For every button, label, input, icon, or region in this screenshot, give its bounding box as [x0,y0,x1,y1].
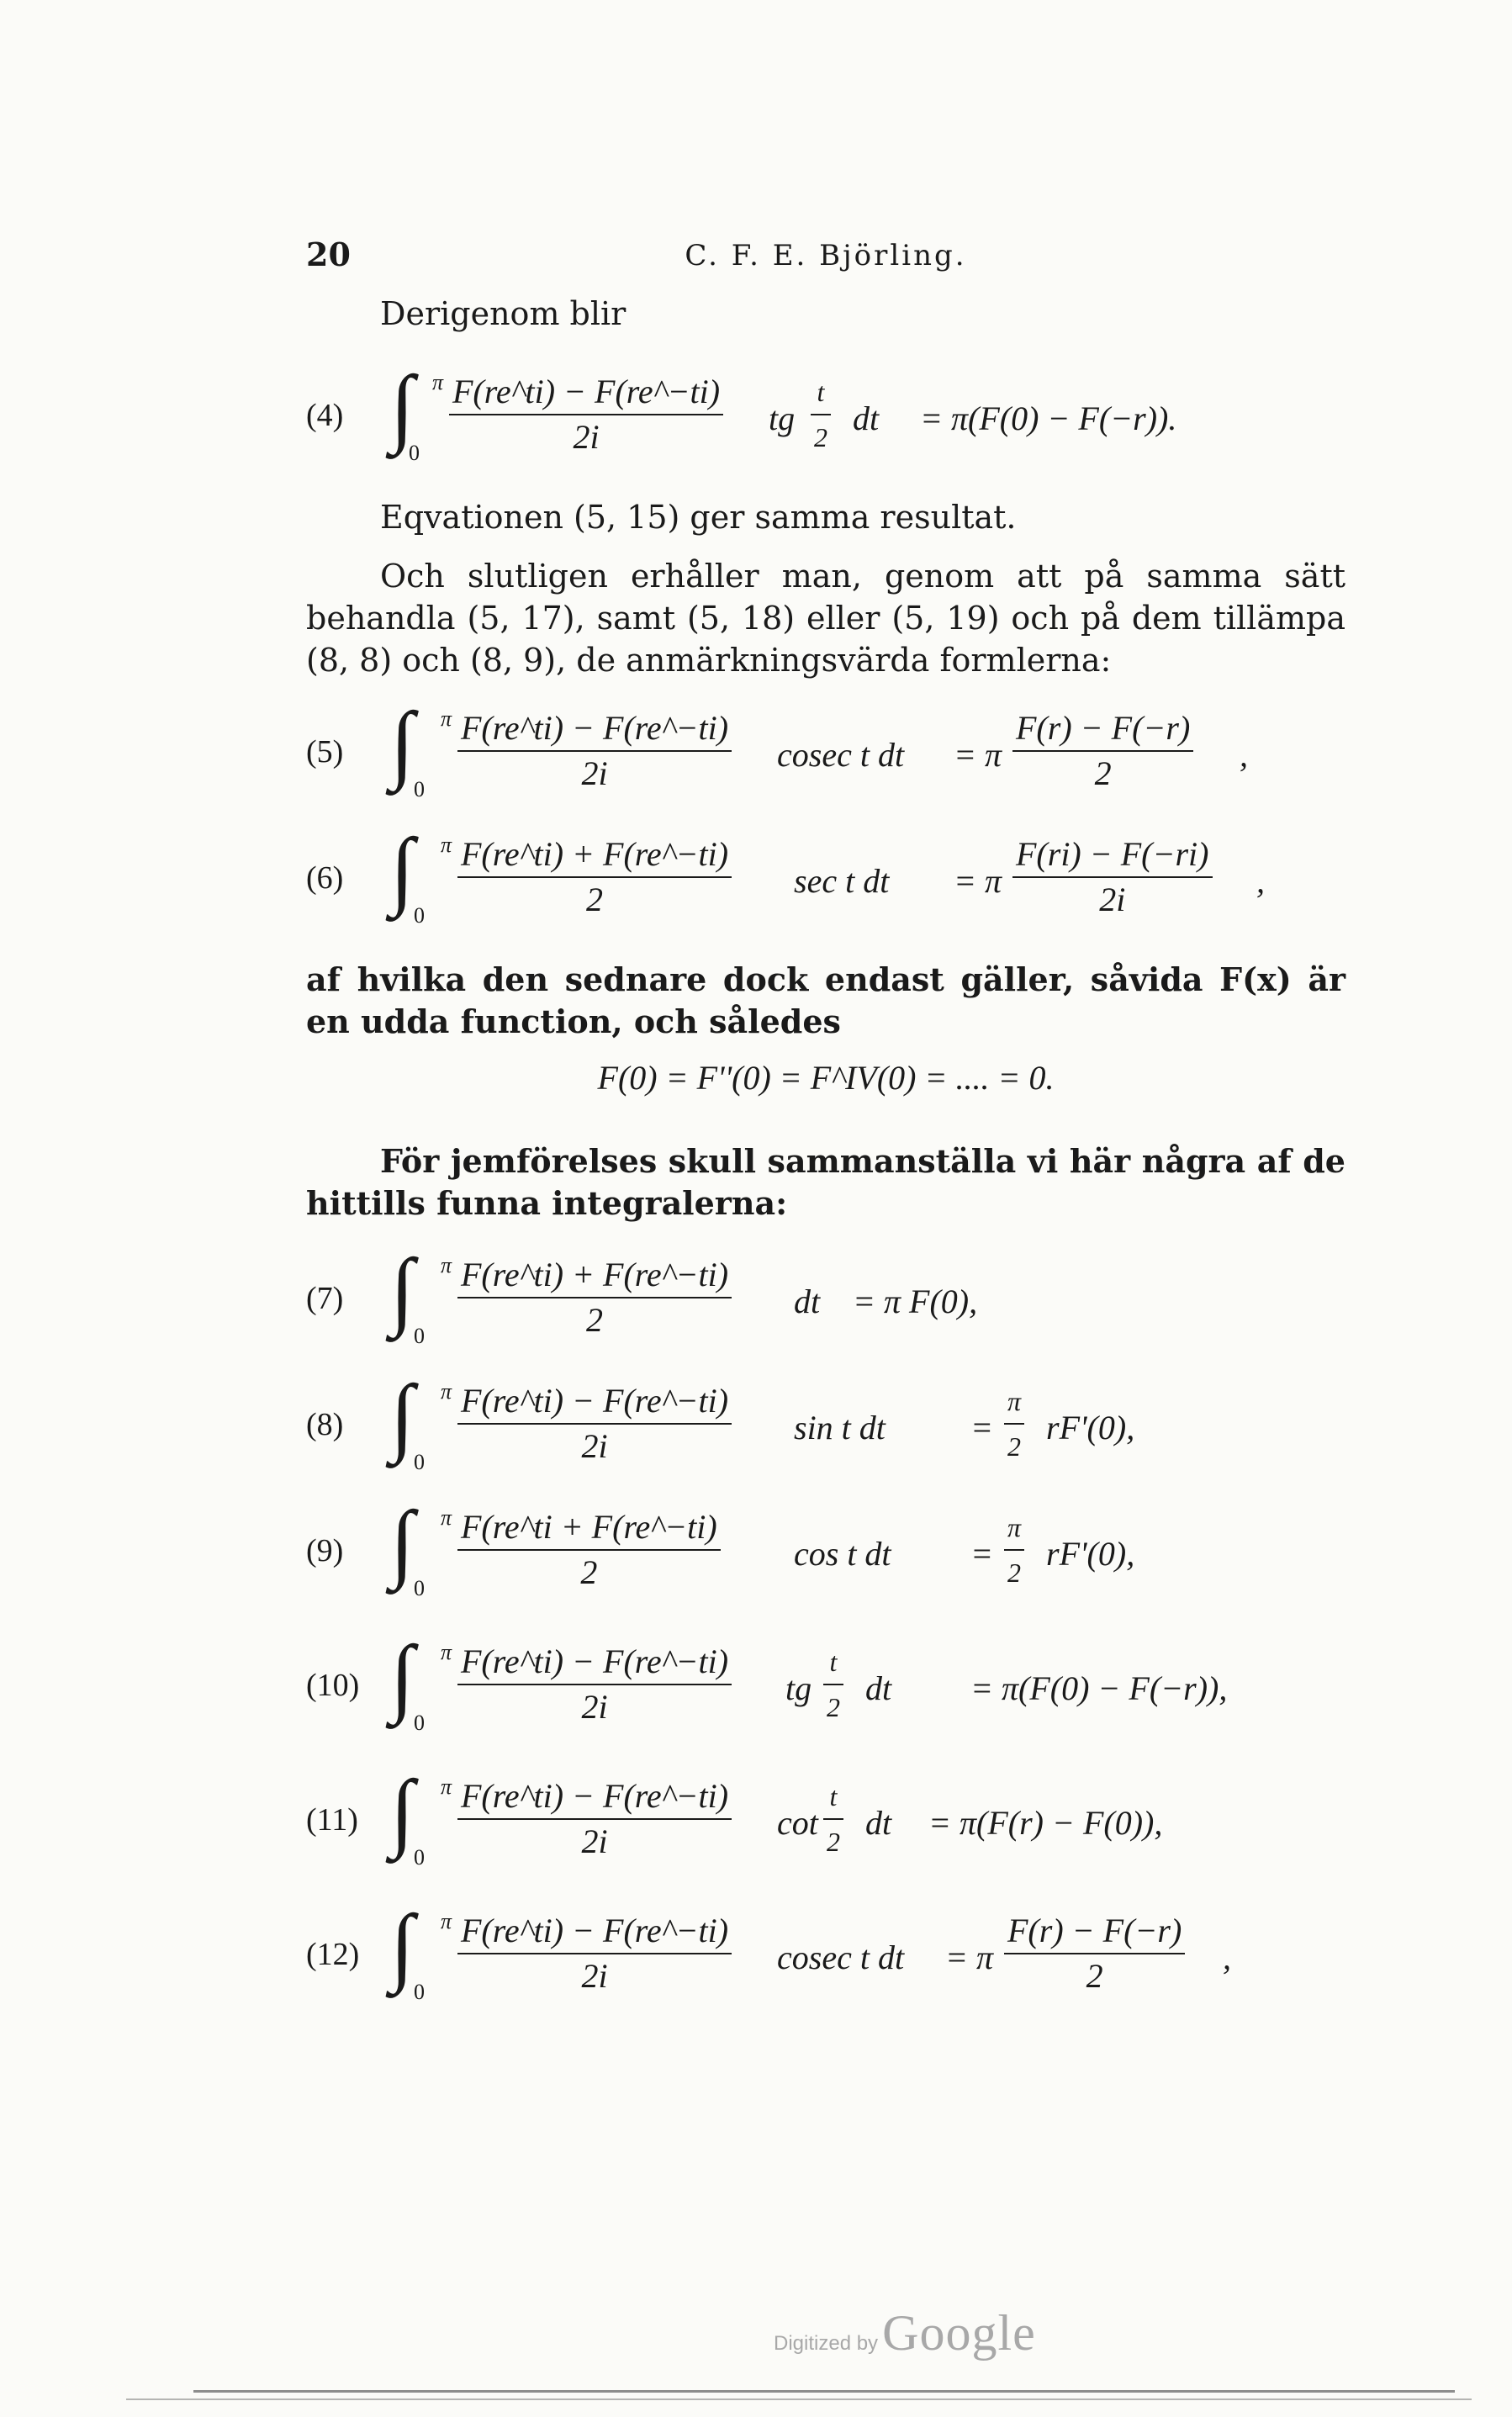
paragraph-slutligen: Och slutligen erhåller man, genom att på samma sätt behandla (5, 17), samt (5, 18) eller (5, 19) och på dem tillämpa (8, 8) och (8, 9), de anmärkningsvärda formlerna: [306,558,1345,679]
factor-fraction [823,1774,843,1875]
denominator: 2i [581,1957,608,1995]
numerator: F(re^ti) − F(re^−ti) [461,1777,729,1815]
upper-limit: π [441,1379,452,1404]
equation-7 [306,1241,1345,1354]
equation-10 [306,1628,1345,1741]
integrand-fraction [457,1640,732,1741]
upper-limit: π [441,1505,452,1530]
numerator: F(re^ti) − F(re^−ti) [452,373,721,410]
equation-number: (12) [306,1937,360,1972]
google-logo: Google [882,2305,1036,2361]
integrand-fraction [457,1774,732,1875]
upper-limit: π [432,370,444,394]
equation-number: (7) [306,1281,344,1316]
factor-suffix: dt [853,399,880,437]
factor: cosec t dt [777,1938,905,1976]
factor-numerator: t [829,1781,838,1811]
factor-prefix: tg [785,1669,812,1707]
scan-edge-line [193,2390,1455,2393]
equation-8 [306,1367,1345,1480]
integrand-fraction [457,1505,721,1606]
rhs-numerator: F(r) − F(−r) [1007,1912,1182,1949]
factor: sec t dt [794,862,890,900]
factor-denominator: 2 [827,1692,840,1722]
lower-limit: 0 [414,1324,425,1348]
rhs-suffix: rF'(0), [1046,1409,1135,1446]
lower-limit: 0 [414,1845,425,1870]
denominator: 2i [573,418,600,456]
numerator: F(re^ti) − F(re^−ti) [461,1382,729,1420]
upper-limit: π [441,1640,452,1664]
rhs-denominator: 2 [1094,754,1112,792]
right-hand-side: = π(F(0) − F(−r)), [970,1669,1228,1707]
rhs-fraction [1012,833,1213,933]
factor-numerator: t [829,1647,838,1677]
numerator: F(re^ti) − F(re^−ti) [461,1642,729,1680]
rhs-denominator: 2 [1086,1957,1103,1995]
integral-sign-icon: ∫ [390,695,415,791]
rhs-prefix: = [970,1409,993,1446]
integrand-fraction [457,706,732,807]
lower-limit: 0 [414,1450,425,1474]
factor-fraction [823,1640,843,1741]
upper-limit: π [441,833,452,857]
integral-sign-icon: ∫ [390,1494,415,1590]
denominator: 2i [581,1822,608,1860]
rhs-prefix: = [970,1535,993,1573]
rhs-denominator: 2 [1007,1558,1022,1588]
integral-sign-icon: ∫ [390,1367,415,1464]
rhs-suffix: , [1223,1938,1231,1976]
lower-limit: 0 [414,1711,425,1735]
denominator: 2i [581,1688,608,1726]
factor-fraction [811,370,831,471]
rhs-numerator: π [1007,1386,1022,1416]
lower-limit: 0 [414,1980,425,2004]
denominator: 2 [586,1301,603,1339]
right-hand-side: = π(F(0) − F(−r)). [920,399,1177,437]
paragraph-eqvation: Eqvationen (5, 15) ger samma resultat. [380,499,1017,536]
right-hand-side: = π F(0), [853,1283,978,1320]
google-watermark [774,2304,1036,2362]
rhs-denominator: 2i [1099,881,1126,918]
equation-number: (8) [306,1407,344,1442]
equation-9 [306,1494,1345,1606]
rhs-numerator: F(ri) − F(−ri) [1016,835,1209,873]
page-number: 20 [306,235,351,273]
paragraph-intro: Derigenom blir [380,295,626,332]
equation-number: (9) [306,1533,344,1568]
factor: sin t dt [794,1409,886,1446]
rhs-fraction [1004,1909,1185,2010]
numerator: F(re^ti) − F(re^−ti) [461,709,729,747]
rhs-prefix: = π [954,862,1002,900]
lower-limit: 0 [414,777,425,801]
factor-suffix: dt [865,1804,892,1842]
paragraph-hvilka: af hvilka den sednare dock endast gäller, såvida F(x) är en udda function, och således [306,960,1345,1040]
equation-4 [306,358,1345,471]
rhs-prefix: = π [945,1938,994,1976]
rhs-suffix: , [1256,862,1265,900]
factor-suffix: dt [865,1669,892,1707]
page-header [306,235,1345,286]
equation-5 [306,695,1345,807]
factor: cos t dt [794,1535,891,1573]
upper-limit: π [441,706,452,731]
upper-limit: π [441,1253,452,1277]
equation-11 [306,1763,1345,1875]
denominator: 2i [581,1427,608,1465]
denominator: 2 [580,1553,598,1591]
factor-denominator: 2 [827,1827,840,1857]
rhs-fraction [1004,1505,1024,1606]
rhs-denominator: 2 [1007,1431,1022,1462]
integrand-fraction [457,1379,732,1480]
integral-sign-icon: ∫ [390,821,415,918]
rhs-suffix: , [1240,736,1248,774]
upper-limit: π [441,1774,452,1799]
numerator: F(re^ti + F(re^−ti) [461,1508,717,1546]
right-hand-side: = π(F(r) − F(0)), [928,1804,1163,1842]
equation-number: (11) [306,1802,358,1838]
paragraph-jemforelse: För jemförelses skull sammanställa vi här några af de hittills funna integralerna: [306,1142,1345,1222]
numerator: F(re^ti) + F(re^−ti) [461,835,729,873]
factor-numerator: t [817,377,825,407]
numerator: F(re^ti) + F(re^−ti) [461,1256,729,1293]
rhs-numerator: π [1007,1512,1022,1542]
lower-limit: 0 [414,1576,425,1600]
center-equation: F(0) = F''(0) = F^IV(0) = .... = 0. [597,1059,1055,1097]
rhs-fraction [1012,706,1193,807]
scan-edge-line [126,2398,1472,2400]
integrand-fraction [457,833,732,933]
factor-prefix: tg [769,399,796,437]
integrand-fraction [449,370,723,471]
integral-sign-icon: ∫ [390,1628,415,1725]
integral-sign-icon: ∫ [390,1763,415,1859]
equation-12 [306,1897,1345,2010]
rhs-suffix: rF'(0), [1046,1535,1135,1573]
integral-sign-icon: ∫ [390,1897,415,1994]
rhs-prefix: = π [954,736,1002,774]
running-head: C. F. E. Björling. [685,239,967,272]
lower-limit: 0 [409,441,420,465]
watermark-prefix: Digitized by [774,2332,879,2355]
equation-6 [306,821,1345,933]
integrand-fraction [457,1253,732,1354]
factor: dt [794,1283,821,1320]
upper-limit: π [441,1909,452,1933]
denominator: 2 [586,881,603,918]
integral-sign-icon: ∫ [390,358,415,455]
equation-number: (6) [306,860,344,896]
numerator: F(re^ti) − F(re^−ti) [461,1912,729,1949]
equation-number: (10) [306,1668,360,1703]
rhs-fraction [1004,1379,1024,1480]
equation-number: (4) [306,398,344,433]
equation-number: (5) [306,734,344,770]
integral-sign-icon: ∫ [390,1241,415,1338]
factor-prefix: cot [777,1804,818,1842]
lower-limit: 0 [414,903,425,928]
factor-denominator: 2 [814,422,827,452]
rhs-numerator: F(r) − F(−r) [1016,709,1191,747]
integrand-fraction [457,1909,732,2010]
factor: cosec t dt [777,736,905,774]
denominator: 2i [581,754,608,792]
